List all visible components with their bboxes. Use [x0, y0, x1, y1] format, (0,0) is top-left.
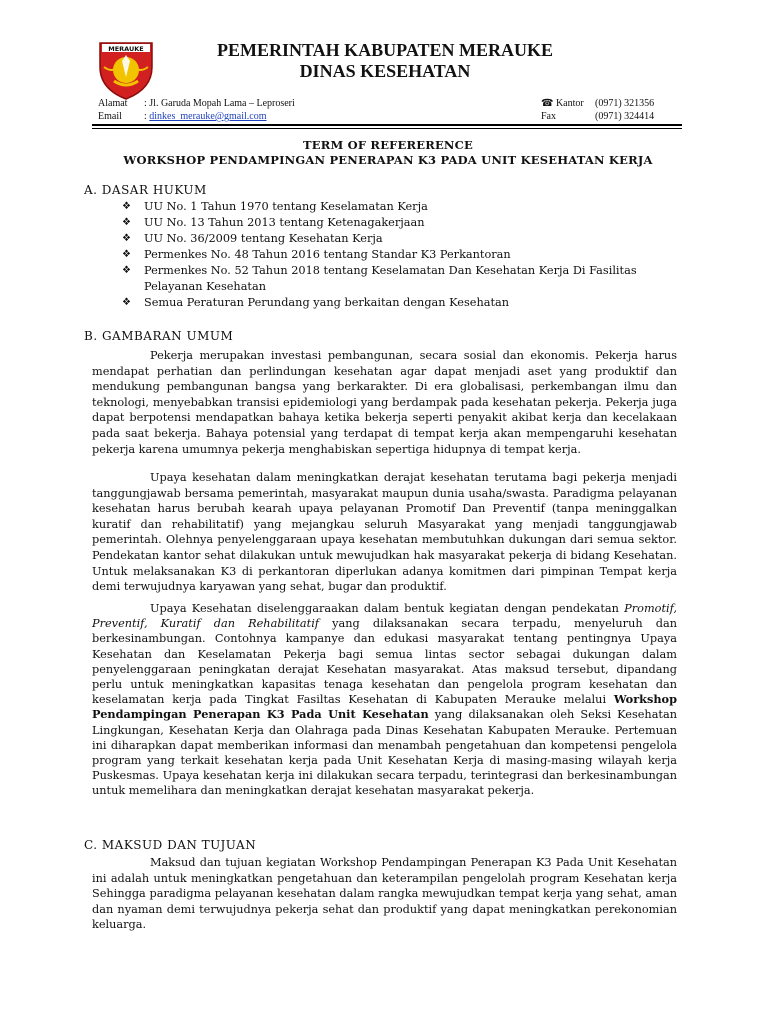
- list-item: ❖ UU No. 13 Tahun 2013 tentang Ketenagakerjaan: [122, 216, 425, 229]
- fax-label: Fax: [541, 111, 556, 122]
- list-item: ❖ UU No. 1 Tahun 1970 tentang Keselamatan Kerja: [122, 200, 428, 213]
- address-value: : Jl. Garuda Mopah Lama – Leproseri: [144, 98, 295, 109]
- diamond-bullet-icon: ❖: [122, 265, 131, 276]
- diamond-bullet-icon: ❖: [122, 233, 131, 244]
- section-b-paragraph-1: Pekerja merupakan investasi pembangunan, secara sosial dan ekonomis. Pekerja harus mendapat perhatian dan perlindungan kesehatan agar dapat menjadi aset yang produktif dan mendukung pembangunan bangsa yang berkarakter. Di era globalisasi, perkembangan ilmu dan teknologi, menyebabkan transisi epidemiologi yang berdampak pada kesehatan pekerja. Pekerja juga dapat berpotensi mendapatkan bahaya ketika bekerja seperti penyakit akibat kerja dan kecelakaan pada saat bekerja. Bahaya potensial yang terdapat di tempat kerja akan mempengaruhi kesehatan pekerja karena umumnya pekerja menghabiskan sepertiga hidupnya di tempat kerja.: [92, 349, 677, 456]
- legal-basis-list: [122, 199, 682, 311]
- logo-text: MERAUKE: [108, 45, 144, 53]
- diamond-bullet-icon: ❖: [122, 249, 131, 260]
- document-subtitle: WORKSHOP PENDAMPINGAN PENERAPAN K3 PADA UNIT KESEHATAN KERJA: [123, 153, 653, 167]
- section-a-heading: A. DASAR HUKUM: [84, 183, 207, 197]
- list-item: ❖ Permenkes No. 52 Tahun 2018 tentang Keselamatan Dan Kesehatan Kerja Di Fasilitas Pelayanan Kesehatan: [122, 264, 637, 293]
- office-phone-label: ☎ Kantor: [541, 98, 584, 109]
- section-c-paragraph-1: Maksud dan tujuan kegiatan Workshop Pendampingan Penerapan K3 Pada Unit Kesehatan ini adalah untuk meningkatkan pengetahuan dan keterampilan pengelolah program Kesehatan kerja Sehingga paradigma pelayanan kesehatan dalam rangka mewujudkan tempat kerja yang sehat, aman dan nyaman demi terwujudnya pekerja sehat dan produktif yang dapat meningkatkan perekonomian keluarga.: [92, 856, 677, 932]
- section-b-heading: B. GAMBARAN UMUM: [84, 329, 234, 343]
- letterhead-line-1: PEMERINTAH KABUPATEN MERAUKE: [216, 40, 553, 60]
- document-title: TERM OF REFERERENCE: [303, 138, 473, 152]
- diamond-bullet-icon: ❖: [122, 297, 131, 308]
- contact-right: [541, 97, 654, 123]
- email-colon: :: [144, 111, 150, 122]
- address-label: Alamat: [98, 98, 128, 109]
- letterhead-title: [170, 40, 600, 82]
- section-b-paragraph-3: Upaya Kesehatan diselenggaraakan dalam bentuk kegiatan dengan pendekatan Promotif, Preventif, Kuratif dan Rehabilitatif yang dilaksanakan secara terpadu, menyeluruh dan berkesinambungan. Contohnya kampanye dan edukasi masyarakat tentang pentingnya Upaya Kesehatan dan Keselamatan Pekerja bagi semua lintas sector sebagai dukungan dalam penyelenggaraan peningkatan derajat Kesehatan masyarakat. Atas maksud tersebut, dipandang perlu untuk meningkatkan kapasitas tenaga kesehatan dan pengelola program kesehatan dan keselamatan kerja pada Tingkat Fasiltas Kesehatan di Kabupaten Merauke melalui Workshop Pendampingan Penerapan K3 Pada Unit Kesehatan yang dilaksanakan oleh Seksi Kesehatan Lingkungan, Kesehatan Kerja dan Olahraga pada Dinas Kesehatan Kabupaten Merauke. Pertemuan ini diharapkan dapat memberikan informasi dan menambah pengetahuan dan kompetensi pengelola program yang terkait kesehatan kerja pada Unit Kesehatan Kerja di masing-masing wilayah kerja Puskesmas. Upaya kesehatan kerja ini dilakukan secara terpadu, terintegrasi dan berkesinambungan untuk memelihara dan meningkatkan derajat kesehatan masyarakat pekerja.: [92, 602, 677, 798]
- workshop-name-bold-text: Workshop Pendampingan Penerapan K3 Pada Unit Kesehatan: [92, 692, 677, 722]
- letterhead-divider-thin: [92, 128, 682, 129]
- approach-italic-text: Promotif, Preventif, Kuratif dan Rehabilitatif: [92, 602, 677, 631]
- merauke-coat-of-arms-logo: [92, 37, 160, 101]
- list-item: ❖ Permenkes No. 48 Tahun 2016 tentang Standar K3 Perkantoran: [122, 248, 511, 261]
- email-link[interactable]: dinkes_merauke@gmail.com: [149, 111, 267, 122]
- letterhead-line-2: DINAS KESEHATAN: [299, 61, 471, 81]
- diamond-bullet-icon: ❖: [122, 217, 131, 228]
- office-phone-value: (0971) 321356: [595, 98, 655, 109]
- diamond-bullet-icon: ❖: [122, 201, 131, 212]
- list-item: ❖ UU No. 36/2009 tentang Kesehatan Kerja: [122, 232, 383, 245]
- list-item: ❖ Semua Peraturan Perundang yang berkaitan dengan Kesehatan: [122, 296, 510, 309]
- fax-value: (0971) 324414: [595, 111, 655, 122]
- letterhead-divider-thick: [92, 124, 682, 126]
- section-b-paragraph-2: Upaya kesehatan dalam meningkatkan derajat kesehatan terutama bagi pekerja menjadi tanggungjawab bersama pemerintah, masyarakat maupun dunia usaha/swasta. Paradigma pelayanan kesehatan harus berubah kearah upaya pelayanan Promotif Dan Preventif (tanpa meninggalkan kuratif dan rehabilitatif) yang mejangkau seluruh Masyarakat yang menjadi tanggungjawab pemerintah. Olehnya penyelenggaraan upaya kesehatan membutuhkan dukungan dari semua sektor. Pendekatan kantor sehat dilakukan untuk mewujudkan hak masyarakat pekerja di bidang Kesehatan. Untuk melaksanakan K3 di perkantoran diperlukan adanya komitmen dari pimpinan Tempat kerja demi terwujudnya karyawan yang sehat, bugar dan produktif.: [92, 471, 677, 594]
- section-c-heading: C. MAKSUD DAN TUJUAN: [84, 838, 257, 852]
- email-label: Email: [98, 111, 122, 122]
- contact-left: [98, 97, 295, 123]
